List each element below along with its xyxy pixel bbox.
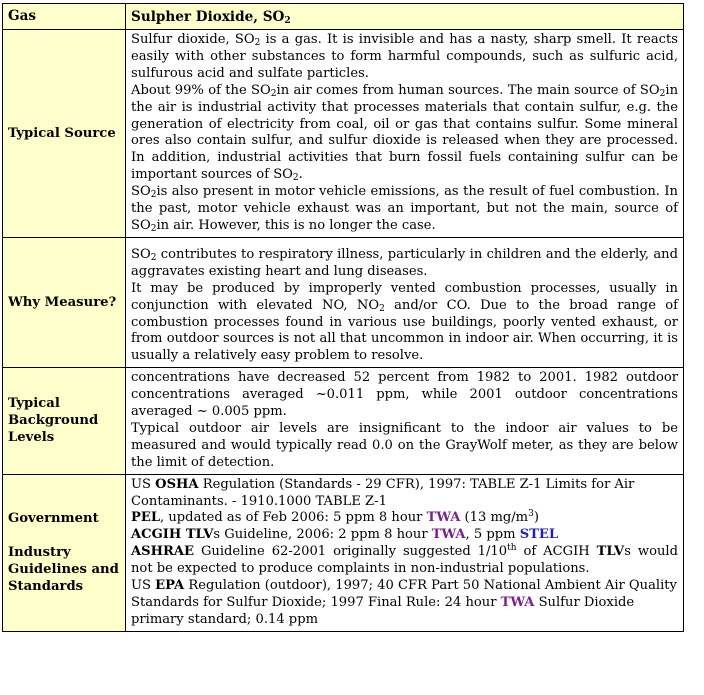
government-label: Government [8,511,99,527]
government-row [3,474,684,631]
background-levels-label: Typical Background Levels [3,368,126,474]
background-paragraph-1: concentrations have decreased 52 percent from 1982 to 2001. 1982 outdoor concentrations averaged ~0.011 ppm, while 2001 outdoor concentrations averaged ~ 0.005 ppm. [131,370,678,420]
why-measure-paragraph-2: It may be produced by improperly vented combustion processes, usually in conjunction with elevated NO, $NO_2$ and/or CO. Due to the broad range of combustion processes found in various use buildings, poorly vented exhaust, or from outdoor sources is not all that uncommon in indoor air. When occurring, it is usually a relatively easy problem to resolve. [131,280,678,364]
why-measure-row [3,237,684,367]
gas-name-cell [126,4,684,30]
typical-source-label: Typical Source [3,30,126,238]
pel-line: PEL, updated as of Feb 2006: 5 ppm 8 hour TWA (13 $mg/m^3$) [131,509,539,526]
why-measure-label: Why Measure? [3,237,126,367]
government-label-cell [3,474,126,631]
sulfur-dioxide-table [2,3,684,632]
typical-source-paragraph-1: Sulfur dioxide, $SO_2$ is a gas. It is invisible and has a nasty, sharp smell. It reacts easily with other substances to form harmful compounds, such as sulfuric acid, sulfurous acid and sulfate particles. [131,32,678,81]
gas-name-subscript: 2 [284,15,291,26]
epa-line: US EPA Regulation (outdoor), 1997; 40 CFR Part 50 National Ambient Air Quality Standards for Sulfur Dioxide; 1997 Final Rule: 24 hour TWA Sulfur Dioxide primary standard; 0.14 ppm [131,578,677,627]
government-content [126,474,684,631]
gas-name: Sulpher Dioxide, SO [131,8,285,25]
header-row [3,4,684,30]
background-levels-row [3,368,684,474]
acgih-line: ACGIH TLVs Guideline, 2006: 2 ppm 8 hour TWA, 5 ppm STEL [131,527,559,543]
typical-source-content [126,30,684,238]
typical-source-row [3,30,684,238]
industry-guidelines-label: Industry Guidelines and Standards [8,545,119,595]
why-measure-content [126,237,684,367]
ashrae-line: ASHRAE Guideline 62-2001 originally suggested 1/10th of ACGIH TLVs would not be expected to produce complaints in non-industrial populations. [131,543,678,577]
typical-source-paragraph-3: $SO_2is$ also present in motor vehicle emissions, as the result of fuel combustion. In the past, motor vehicle exhaust was an important, but not the main, source of $SO_2in$ air. However, this is no longer the case. [131,184,678,234]
typical-source-paragraph-2: About 99% of the $SO_2in$ air comes from human sources. The main source of $SO_2in$ the air is industrial activity that processes materials that contain sulfur, e.g. the generation of electricity from coal, oil or gas that contains sulfur. Some mineral ores also contain sulfur, and sulfur dioxide is released when they are processed. In addition, industrial activities that burn fossil fuels containing sulfur can be important sources of $SO_2$. [131,82,678,184]
background-levels-content [126,368,684,474]
background-paragraph-2: Typical outdoor air levels are insignificant to the indoor air values to be measured and would typically read 0.0 on the GrayWolf meter, as they are below the limit of detection. [131,420,678,470]
gas-header-cell [3,4,126,30]
gas-header-label: Gas [8,8,37,24]
osha-line: US OSHA Regulation (Standards - 29 CFR), 1997: TABLE Z-1 Limits for Air Contaminants. - 1910.1000 TABLE Z-1 [131,476,635,509]
why-measure-paragraph-1: $SO_2$ contributes to respiratory illness, particularly in children and the elderly, and aggravates existing heart and lung diseases. [131,246,678,279]
